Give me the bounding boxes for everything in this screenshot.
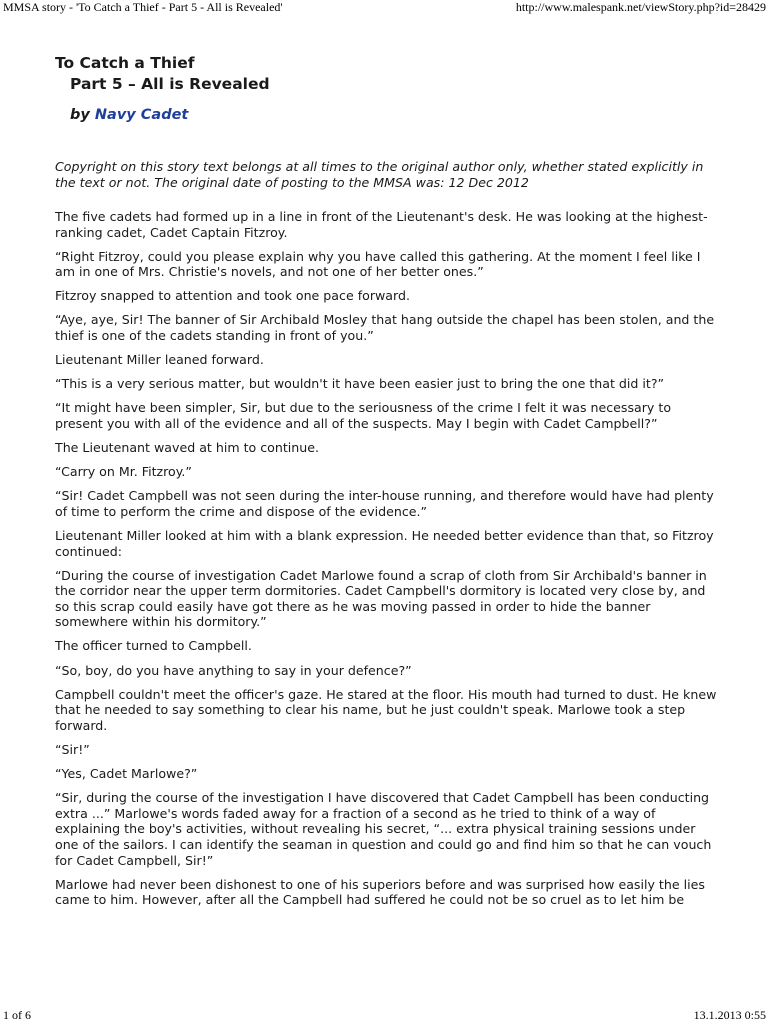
story-paragraph: “Right Fitzroy, could you please explain why you have called this gathering. At the moment I feel like I am in one of Mrs. Christie's novels, and not one of her better ones.” (55, 248, 701, 280)
story-content (55, 53, 720, 916)
story-paragraph: “Sir!” (55, 741, 90, 757)
copyright-notice: Copyright on this story text belongs at all times to the original author only, whether stated explicitly in the text or not. The original date of posting to the MMSA was: 12 Dec 2012 (55, 159, 704, 190)
print-header (0, 0, 768, 14)
story-paragraph: “So, boy, do you have anything to say in your defence?” (55, 662, 412, 678)
print-header-title: MMSA story - 'To Catch a Thief - Part 5 - All is Revealed' (3, 0, 283, 14)
story-byline (70, 105, 720, 125)
print-timestamp: 13.1.2013 0:55 (693, 1008, 766, 1022)
story-paragraph: Fitzroy snapped to attention and took one pace forward. (55, 288, 410, 304)
story-paragraph: “Sir, during the course of the investigation I have discovered that Cadet Campbell has been conducting extra ...” Marlowe's words faded away for a fraction of a second as he tried to think of a way of explaining the boy's activities, without revealing his secret, “... extra physical training sessions under one of the sailors. I can identify the seaman in question and could go and find him so that he can vouch for Cadet Campbell, Sir!” (55, 790, 712, 868)
story-paragraph: Lieutenant Miller looked at him with a blank expression. He needed better evidence than that, so Fitzroy continued: (55, 527, 714, 559)
story-paragraph: The Lieutenant waved at him to continue. (55, 440, 320, 456)
story-paragraph: “During the course of investigation Cadet Marlowe found a scrap of cloth from Sir Archibald's banner in the corridor near the upper term dormitories. Cadet Campbell's dormitory is located very close by, and so this scrap could easily have got there as he was moving passed in order to hide the banner somewhere within his dormitory.” (55, 567, 707, 630)
story-paragraph: “Carry on Mr. Fitzroy.” (55, 464, 192, 480)
story-paragraph: The officer turned to Campbell. (55, 638, 252, 654)
author-link[interactable]: Navy Cadet (94, 107, 189, 123)
print-footer (0, 1008, 768, 1022)
story-paragraph: “Yes, Cadet Marlowe?” (55, 766, 198, 782)
story-subtitle: Part 5 – All is Revealed (70, 75, 270, 93)
story-body (55, 209, 720, 908)
byline-prefix: by (70, 107, 90, 123)
story-title: To Catch a Thief (55, 54, 195, 72)
print-header-url: http://www.malespank.net/viewStory.php?id=28429 (515, 0, 766, 14)
story-paragraph: Marlowe had never been dishonest to one of his superiors before and was surprised how easily the lies came to him. However, after all the Campbell had suffered he could not be so cruel as to let him be (55, 876, 705, 908)
page-counter: 1 of 6 (3, 1008, 31, 1022)
story-paragraph: The five cadets had formed up in a line in front of the Lieutenant's desk. He was looking at the highest-ranking cadet, Cadet Captain Fitzroy. (55, 209, 708, 240)
story-paragraph: Lieutenant Miller leaned forward. (55, 352, 264, 368)
story-paragraph: “Sir! Cadet Campbell was not seen during the inter-house running, and therefore would have had plenty of time to perform the crime and dispose of the evidence.” (55, 488, 714, 519)
story-paragraph: “Aye, aye, Sir! The banner of Sir Archibald Mosley that hang outside the chapel has been stolen, and the thief is one of the cadets standing in front of you.” (55, 312, 715, 344)
story-paragraph: “This is a very serious matter, but wouldn't it have been easier just to bring the one that did it?” (55, 376, 665, 392)
story-paragraph: “It might have been simpler, Sir, but due to the seriousness of the crime I felt it was necessary to present you with all of the evidence and all of the suspects. May I begin with Cadet Campbell?” (55, 400, 672, 431)
story-paragraph: Campbell couldn't meet the officer's gaze. He stared at the floor. His mouth had turned to dust. He knew that he needed to say something to clear his name, but he just couldn't speak. Marlowe took a step forward. (55, 686, 717, 733)
